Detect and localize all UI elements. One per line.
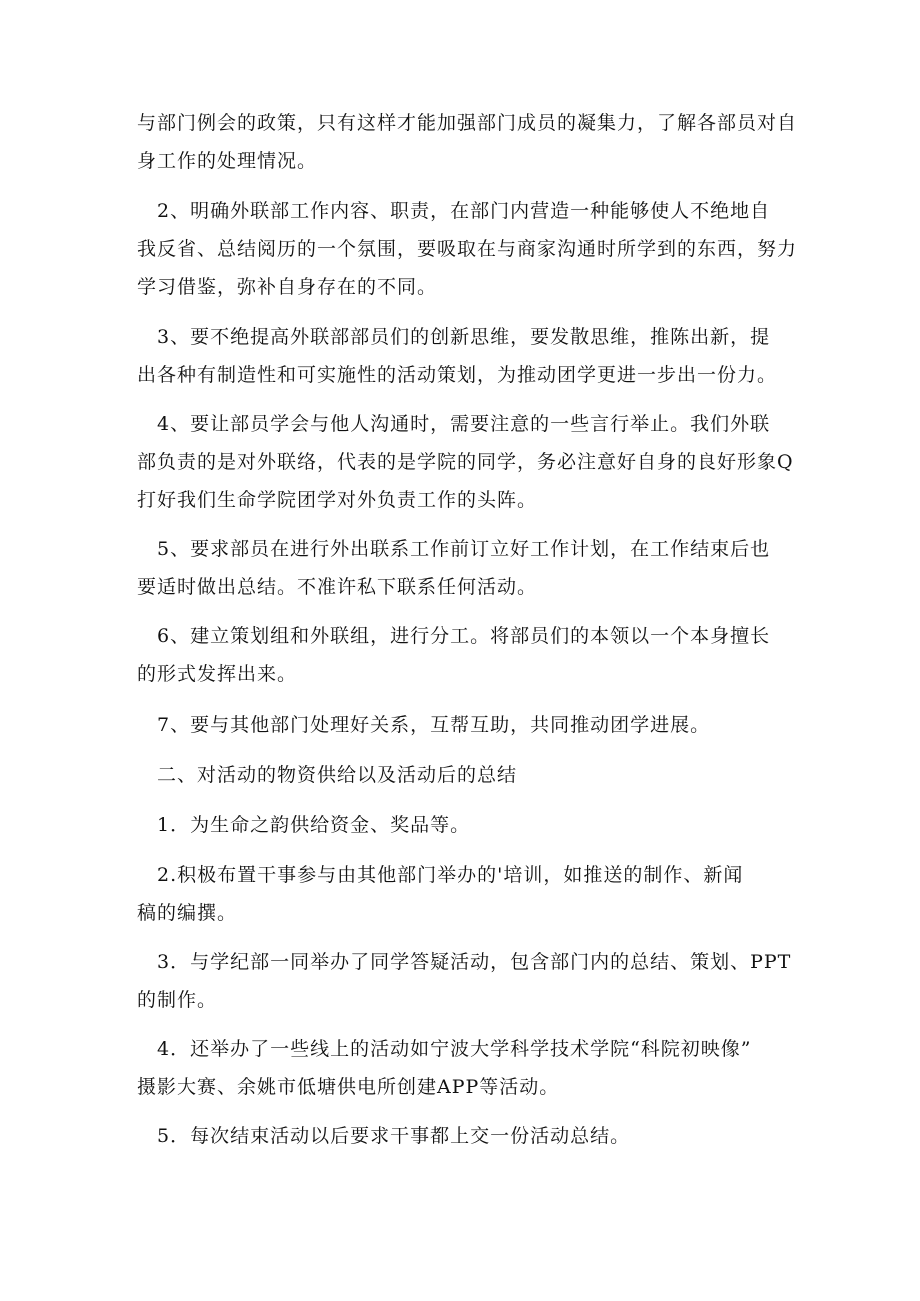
paragraph-item-7 (137, 706, 797, 744)
paragraph-item-3 (137, 318, 797, 394)
text-line: 摄影大赛、余姚市低塘供电所创建APP等活动。 (137, 1076, 560, 1098)
text-line: 6、建立策划组和外联组，进行分工。将部员们的本领以一个本身擅长 (137, 625, 771, 647)
text-line: 4、要让部员学会与他人沟通时，需要注意的一些言行举止。我们外联 (137, 413, 771, 435)
text-line: 3、要不绝提高外联部部员们的创新思维，要发散思维，推陈出新，提 (137, 326, 771, 348)
text-line: 2.积极布置干事参与由其他部门举办的'培训，如推送的制作、新闻 (137, 864, 744, 886)
paragraph-sub-1 (137, 806, 797, 844)
text-line: 7、要与其他部门处理好关系，互帮互助，共同推动团学进展。 (137, 714, 711, 736)
text-line: 3．与学纪部一同举办了同学答疑活动，包含部门内的总结、策划、PPT (137, 951, 792, 973)
paragraph-sub-3 (137, 943, 797, 1019)
text-line: 身工作的处理情况。 (137, 150, 318, 172)
text-line: 2、明确外联部工作内容、职责，在部门内营造一种能够使人不绝地自 (137, 200, 771, 222)
text-line: 二、对活动的物资供给以及活动后的总结 (137, 764, 518, 786)
text-line: 部负责的是对外联络，代表的是学院的同学，务必注意好自身的良好形象Q (137, 451, 794, 473)
paragraph-sub-5 (137, 1117, 797, 1155)
paragraph-item-5 (137, 530, 797, 606)
text-line: 稿的编撰。 (137, 902, 238, 924)
paragraph-continuation (137, 104, 797, 180)
text-line: 1．为生命之韵供给资金、奖品等。 (137, 814, 471, 836)
text-line: 要适时做出总结。不准许私下联系任何活动。 (137, 576, 538, 598)
text-line: 我反省、总结阅历的一个氛围，要吸取在与商家沟通时所学到的东西，努力 (137, 238, 798, 260)
text-line: 打好我们生命学院团学对外负责工作的头阵。 (137, 489, 538, 511)
section-heading-2 (137, 756, 797, 794)
paragraph-sub-2 (137, 856, 797, 932)
text-line: 出各种有制造性和可实施性的活动策划，为推动团学更进一步出一份力。 (137, 364, 778, 386)
paragraph-sub-4 (137, 1030, 797, 1106)
text-line: 的形式发挥出来。 (137, 663, 298, 685)
paragraph-item-6 (137, 617, 797, 693)
paragraph-item-4 (137, 405, 797, 519)
paragraph-item-2 (137, 192, 797, 306)
text-line: 5、要求部员在进行外出联系工作前订立好工作计划，在工作结束后也 (137, 538, 771, 560)
text-line: 4．还举办了一些线上的活动如宁波大学科学技术学院“科院初映像” (137, 1038, 752, 1060)
text-line: 学习借鉴，弥补自身存在的不同。 (137, 276, 438, 298)
text-line: 5．每次结束活动以后要求干事都上交一份活动总结。 (137, 1125, 631, 1147)
text-line: 与部门例会的政策，只有这样才能加强部门成员的凝集力，了解各部员对自 (137, 112, 798, 134)
text-line: 的制作。 (137, 989, 218, 1011)
